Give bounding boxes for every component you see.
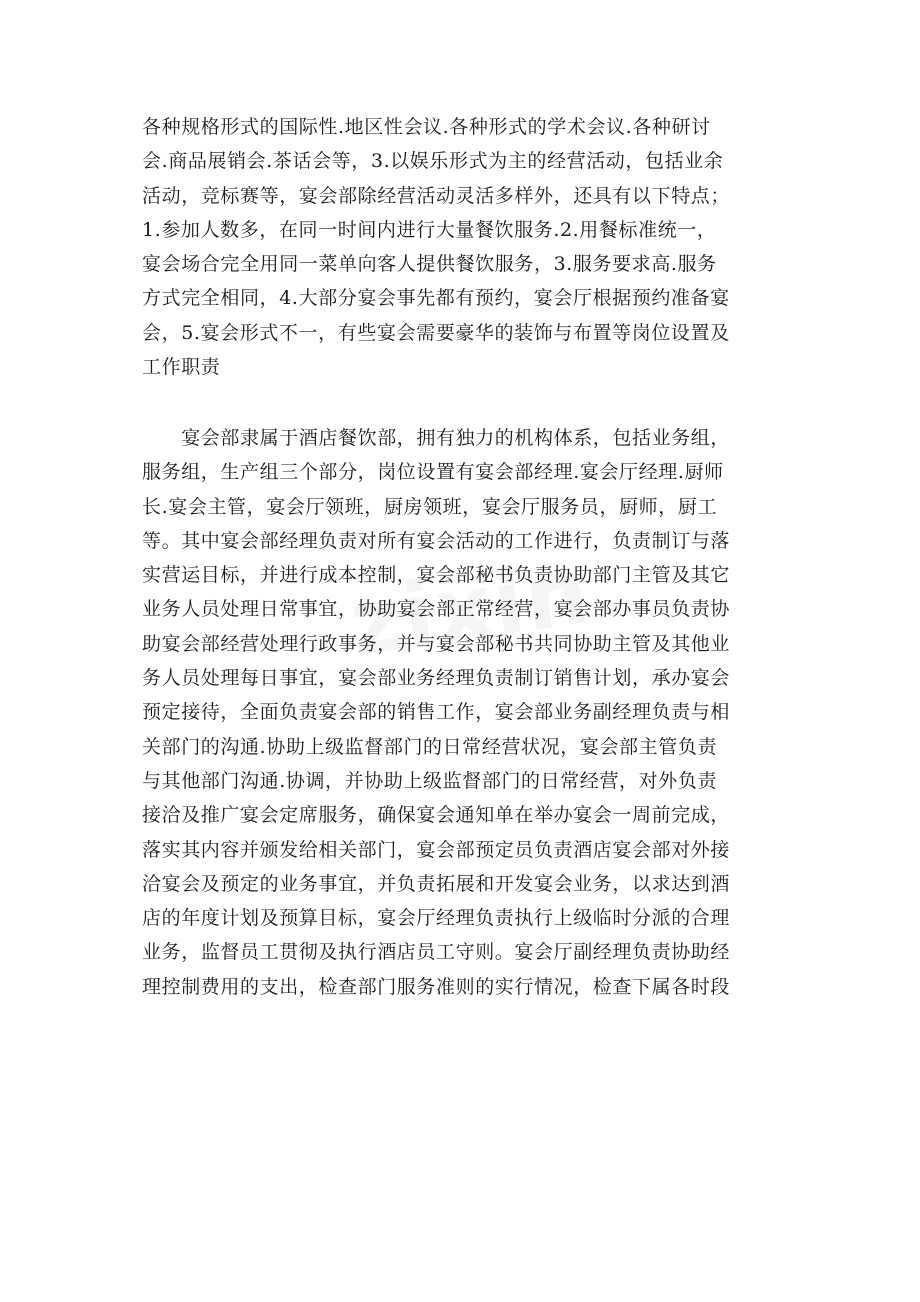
text-line: 活动，竞标赛等，宴会部除经营活动灵活多样外，还具有以下特点； [142,184,731,207]
text-line: 洽宴会及预定的业务事宜，并负责拓展和开发宴会业务，以求达到酒 [142,872,731,895]
text-line: 长.宴会主管，宴会厅领班，厨房领班，宴会厅服务员，厨师，厨工 [142,495,718,518]
text-line: 服务组，生产组三个部分，岗位设置有宴会部经理.宴会厅经理.厨师 [142,461,724,484]
text-line: 落实其内容并颁发给相关部门，宴会部预定员负责酒店宴会部对外接 [142,838,731,861]
text-line: 预定接待，全面负责宴会部的销售工作，宴会部业务副经理负责与相 [142,701,731,724]
text-line: 1.参加人数多，在同一时间内进行大量餐饮服务.2.用餐标准统一， [142,218,717,241]
text-line: 方式完全相同，4.大部分宴会事先都有预约，宴会厅根据预约准备宴 [142,287,730,310]
paragraph-2 [142,421,782,1004]
text-line: 理控制费用的支出，检查部门服务准则的实行情况，检查下属各时段 [142,975,731,998]
text-line: 业务，监督员工贯彻及执行酒店员工守则。宴会厅副经理负责协助经 [142,941,731,964]
text-line: 务人员处理每日事宜，宴会部业务经理负责制订销售计划，承办宴会 [142,667,731,690]
text-line: 店的年度计划及预算目标，宴会厅经理负责执行上级临时分派的合理 [142,907,731,930]
text-line: 宴会场合完全用同一菜单向客人提供餐饮服务，3.服务要求高.服务 [142,253,717,276]
text-line: 实营运目标，并进行成本控制，宴会部秘书负责协助部门主管及其它 [142,564,731,587]
text-line: 业务人员处理日常事宜，协助宴会部正常经营，宴会部办事员负责协 [142,598,731,621]
text-line: 会，5.宴会形式不一，有些宴会需要豪华的装饰与布置等岗位设置及 [142,321,730,344]
text-line: 接洽及推广宴会定席服务，确保宴会通知单在举办宴会一周前完成， [142,804,731,827]
text-line: 关部门的沟通.协助上级监督部门的日常经营状况，宴会部主管负责 [142,735,718,758]
paragraph-1 [142,110,782,384]
text-line: 宴会部隶属于酒店餐饮部，拥有独力的机构体系，包括业务组， [142,427,731,449]
text-line: 会.商品展销会.茶话会等，3.以娱乐形式为主的经营活动，包括业余 [142,150,724,173]
text-line: 各种规格形式的国际性.地区性会议.各种形式的学术会议.各种研讨 [142,116,711,138]
text-line: 工作职责 [142,356,221,379]
text-line: 与其他部门沟通.协调，并协助上级监督部门的日常经营，对外负责 [142,769,718,792]
text-line: 等。其中宴会部经理负责对所有宴会活动的工作进行，负责制订与落 [142,529,731,552]
text-line: 助宴会部经营处理行政事务，并与宴会部秘书共同协助主管及其他业 [142,632,731,655]
